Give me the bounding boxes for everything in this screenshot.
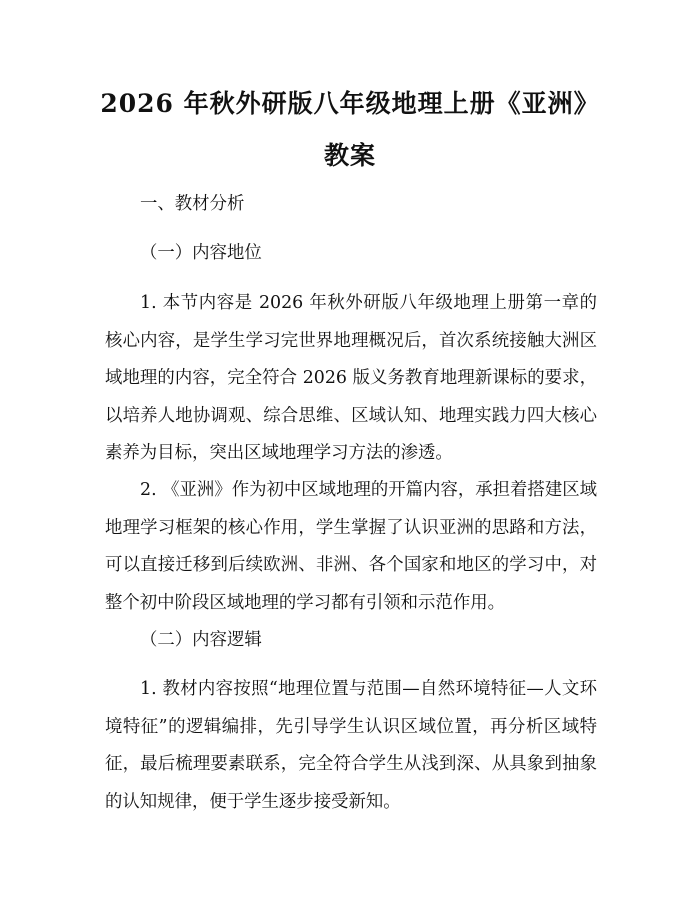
document-title: 2026 年秋外研版八年级地理上册《亚洲》教案: [100, 89, 600, 170]
paragraph: 1. 教材内容按照“地理位置与范围—自然环境特征—人文环境特征”的逻辑编排，先引导学生认识区域位置，再分析区域特征，最后梳理要素联系，完全符合学生从浅到深、从具象到抽象的认知规律，便于学生逐步接受新知。: [105, 679, 597, 812]
subsection-heading-content-logic: （二）内容逻辑: [140, 630, 262, 650]
paragraph: 1. 本节内容是 2026 年秋外研版八年级地理上册第一章的核心内容，是学生学习完世界地理概况后，首次系统接触大洲区域地理的内容，完全符合 2026 版义务教育地理新课标的要求，以培养人地协调观、综合思维、区域认知、地理实践力四大核心素养为目标，突出区域地理学习方法的渗透。: [105, 293, 597, 463]
paragraph: 2. 《亚洲》作为初中区域地理的开篇内容，承担着搭建区域地理学习框架的核心作用，学生掌握了认识亚洲的思路和方法，可以直接迁移到后续欧洲、非洲、各个国家和地区的学习中，对整个初中阶段区域地理的学习都有引领和示范作用。: [105, 480, 597, 613]
section-heading: 一、教材分析: [140, 194, 245, 214]
subsection-heading-content-position: （一）内容地位: [140, 243, 262, 263]
